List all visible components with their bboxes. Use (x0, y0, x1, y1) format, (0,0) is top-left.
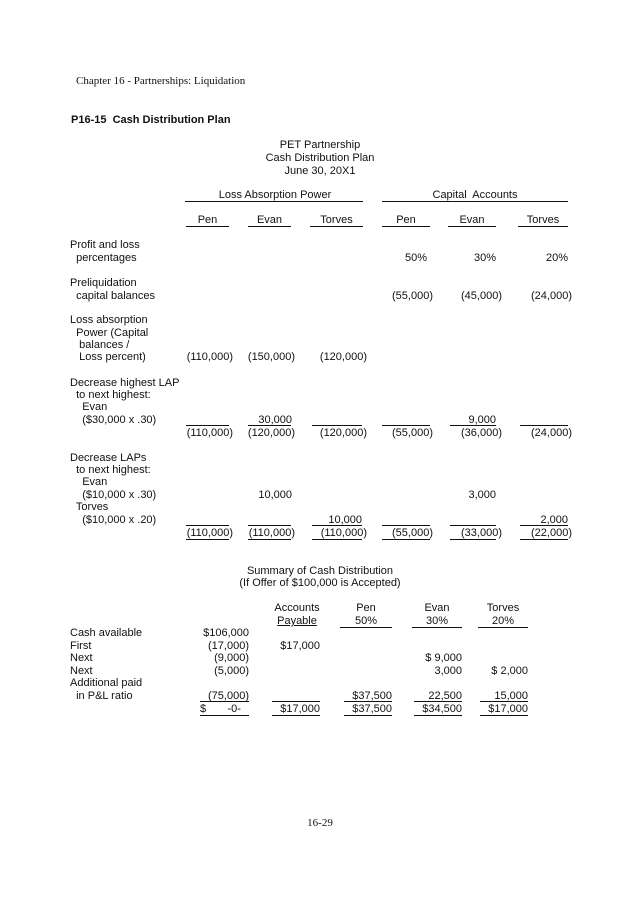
summary-cell: $17,000 (280, 640, 320, 652)
cell-value: 2,000 (540, 514, 568, 526)
col-underline (382, 226, 430, 227)
row-label: ($10,000 x .20) (70, 514, 157, 526)
row-label: Evan (70, 476, 108, 488)
col-cap-torves: Torves (526, 214, 560, 226)
cell-value: (120,000) (319, 351, 367, 363)
col-lap-pen: Pen (197, 214, 218, 226)
capital-group-underline (382, 201, 568, 202)
summary-cell: (75,000) (208, 690, 249, 702)
row-label: capital balances (70, 290, 155, 302)
cell-value: (110,000) (186, 427, 233, 439)
row-label: Loss absorption (70, 314, 148, 326)
summary-col-ap: Accounts (274, 602, 320, 614)
subtotal-line (248, 525, 291, 526)
total-line (450, 539, 496, 540)
cell-value: 3,000 (468, 489, 496, 501)
lap-group-underline (185, 201, 363, 202)
total-line (272, 715, 320, 716)
summary-col-evan-pct: 30% (425, 615, 449, 627)
col-lap-evan: Evan (256, 214, 283, 226)
cell-value: 10,000 (258, 489, 292, 501)
page-number: 16-29 (307, 817, 333, 829)
lap-group-header: Loss Absorption Power (218, 189, 332, 201)
col-underline (518, 226, 568, 227)
subtotal-line (450, 425, 496, 426)
header-underline (340, 627, 392, 628)
col-cap-pen: Pen (396, 214, 416, 226)
row-label: to next highest: (70, 464, 151, 476)
summary-cell: $106,000 (203, 627, 249, 639)
subtotal-line (248, 425, 291, 426)
total-line (344, 715, 392, 716)
subtotal-line (344, 701, 392, 702)
capital-group-header: Capital Accounts (432, 189, 518, 201)
cell-value: (24,000) (531, 427, 572, 439)
cell-value: 20% (545, 252, 568, 264)
cell-value: 9,000 (468, 414, 496, 426)
summary-cell: (9,000) (214, 652, 249, 664)
cell-value: 30,000 (258, 414, 292, 426)
summary-total: $17,000 (280, 703, 320, 715)
total-line (312, 539, 362, 540)
summary-cell: $ 9,000 (425, 652, 462, 664)
cell-value: (110,000) (320, 527, 367, 539)
subtotal-line (200, 701, 249, 702)
cell-value: (45,000) (461, 290, 502, 302)
cell-value: (55,000) (392, 427, 433, 439)
row-label: ($10,000 x .30) (70, 489, 157, 501)
summary-col-pen: Pen (356, 602, 376, 614)
row-label: Evan (70, 401, 108, 413)
summary-row-label: Additional paid (70, 677, 143, 689)
cell-value: 30% (473, 252, 496, 264)
summary-total: $ -0- (200, 703, 241, 715)
summary-title: Summary of Cash Distribution (246, 565, 394, 577)
cell-value: (120,000) (319, 427, 367, 439)
cell-value: (110,000) (186, 527, 233, 539)
cell-value: 50% (404, 252, 427, 264)
header-underline (478, 627, 528, 628)
cell-value: (150,000) (247, 351, 295, 363)
problem-title: P16-15 Cash Distribution Plan (71, 114, 231, 126)
cell-value: (55,000) (392, 527, 433, 539)
subtotal-line (312, 425, 362, 426)
col-lap-torves: Torves (320, 214, 353, 226)
summary-cell: $ 2,000 (491, 665, 528, 677)
cell-value: (120,000) (247, 427, 295, 439)
subtotal-line (382, 525, 430, 526)
row-label: to next highest: (70, 389, 151, 401)
col-underline (310, 226, 363, 227)
summary-cell: $37,500 (352, 690, 392, 702)
cell-value: (110,000) (186, 351, 233, 363)
row-label: Decrease LAPs (70, 452, 147, 464)
summary-subtitle: (If Offer of $100,000 is Accepted) (239, 577, 401, 589)
total-line (200, 715, 249, 716)
subtotal-line (186, 425, 229, 426)
subtotal-line (520, 425, 568, 426)
cell-value: (22,000) (531, 527, 572, 539)
summary-cell: 15,000 (494, 690, 528, 702)
subtotal-line (272, 701, 320, 702)
running-header: Chapter 16 - Partnerships: Liquidation (76, 75, 246, 87)
row-label: percentages (70, 252, 137, 264)
col-underline (248, 226, 291, 227)
summary-col-torves: Torves (486, 602, 520, 614)
statement-title-line2: Cash Distribution Plan (265, 152, 375, 164)
summary-row-label: Cash available (70, 627, 143, 639)
summary-col-torves-pct: 20% (491, 615, 515, 627)
cell-value: 10,000 (328, 514, 362, 526)
subtotal-line (382, 425, 430, 426)
subtotal-line (414, 701, 462, 702)
subtotal-line (520, 525, 568, 526)
header-underline (412, 627, 462, 628)
summary-cell: 22,500 (428, 690, 462, 702)
row-label: Preliquidation (70, 277, 137, 289)
statement-title-line1: PET Partnership (279, 139, 361, 151)
row-label: balances / (70, 339, 130, 351)
subtotal-line (450, 525, 496, 526)
col-underline (186, 226, 229, 227)
total-line (382, 539, 430, 540)
summary-cell: 3,000 (434, 665, 462, 677)
summary-col-evan: Evan (424, 602, 450, 614)
cell-value: (24,000) (531, 290, 572, 302)
summary-row-label: First (70, 640, 92, 652)
cell-value: (33,000) (461, 527, 502, 539)
summary-col-pen-pct: 50% (354, 615, 378, 627)
cell-value: (110,000) (248, 527, 295, 539)
summary-cell: (17,000) (208, 640, 249, 652)
col-underline (448, 226, 496, 227)
summary-total: $34,500 (422, 703, 462, 715)
col-cap-evan: Evan (459, 214, 485, 226)
subtotal-line (186, 525, 229, 526)
row-label: Torves (70, 501, 109, 513)
row-label: Power (Capital (70, 327, 149, 339)
cell-value: (55,000) (392, 290, 433, 302)
row-label: Profit and loss (70, 239, 140, 251)
summary-total: $17,000 (488, 703, 528, 715)
summary-cell: (5,000) (214, 665, 249, 677)
summary-col-ap-sub: Payable (277, 615, 317, 627)
summary-total: $37,500 (352, 703, 392, 715)
subtotal-line (480, 701, 528, 702)
subtotal-line (312, 525, 362, 526)
summary-row-label: Next (70, 652, 93, 664)
total-line (414, 715, 462, 716)
total-line (480, 715, 528, 716)
cell-value: (36,000) (461, 427, 502, 439)
summary-row-label: in P&L ratio (70, 690, 133, 702)
row-label: ($30,000 x .30) (70, 414, 157, 426)
row-label: Decrease highest LAP (70, 377, 180, 389)
row-label: Loss percent) (70, 351, 146, 363)
total-line (186, 539, 229, 540)
summary-row-label: Next (70, 665, 93, 677)
total-line (248, 539, 291, 540)
statement-title-line3: June 30, 20X1 (284, 165, 356, 177)
total-line (520, 539, 568, 540)
